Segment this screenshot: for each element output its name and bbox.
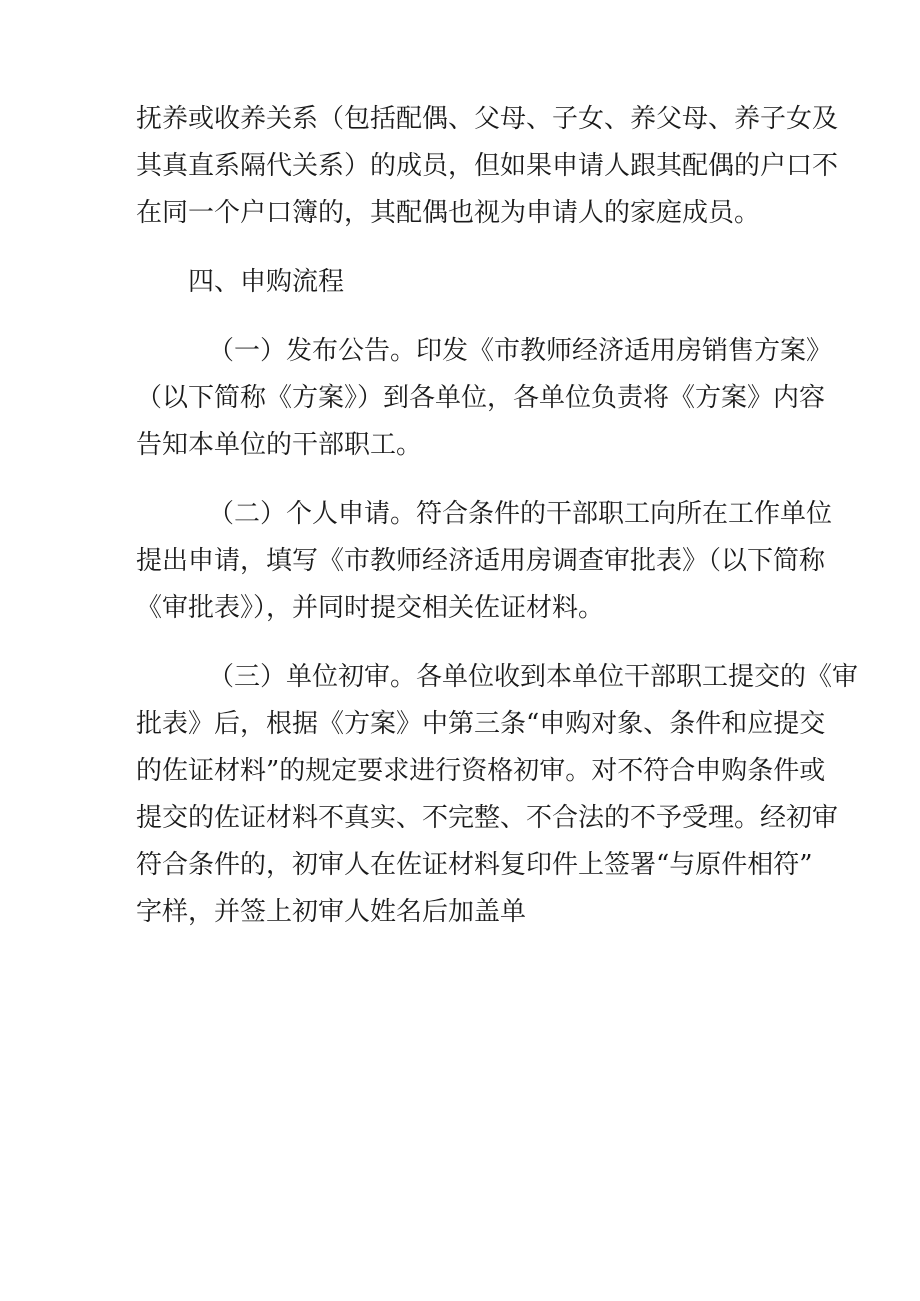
paragraph-line: 符合条件的，初审人在佐证材料复印件上签署“与原件相符” bbox=[136, 850, 813, 880]
paragraph-line: 提交的佐证材料不真实、不完整、不合法的不予受理。经初审 bbox=[136, 803, 839, 833]
paragraph-line: （以下简称《方案》）到各单位，各单位负责将《方案》内容 bbox=[136, 383, 826, 413]
paragraph-line: 在同一个户口簿的，其配偶也视为申请人的家庭成员。 bbox=[136, 198, 761, 228]
paragraph-line: 的佐证材料”的规定要求进行资格初审。对不符合申购条件或 bbox=[136, 756, 826, 786]
paragraph-announcement bbox=[136, 328, 833, 469]
paragraph-line: （二）个人申请。符合条件的干部职工向所在工作单位 bbox=[208, 499, 833, 529]
paragraph-line: 提出申请，填写《市教师经济适用房调查审批表》（以下简称 bbox=[136, 546, 826, 576]
paragraph-line: 抚养或收养关系（包括配偶、父母、子女、养父母、养子女及 bbox=[136, 104, 839, 134]
paragraph-application bbox=[136, 491, 833, 632]
paragraph-line: （一）发布公告。印发《市教师经济适用房销售方案》 bbox=[208, 336, 833, 366]
continuation-paragraph bbox=[136, 96, 839, 237]
paragraph-line: 告知本单位的干部职工。 bbox=[136, 430, 423, 460]
document-body bbox=[136, 96, 859, 936]
paragraph-line: 《审批表》），并同时提交相关佐证材料。 bbox=[136, 593, 605, 623]
paragraph-line: （三）单位初审。各单位收到本单位干部职工提交的《审 bbox=[208, 662, 859, 692]
section-heading: 四、申购流程 bbox=[188, 267, 345, 297]
paragraph-line: 其真直系隔代关系）的成员，但如果申请人跟其配偶的户口不 bbox=[136, 151, 839, 181]
paragraph-line: 批表》后，根据《方案》中第三条“申购对象、条件和应提交 bbox=[136, 709, 826, 739]
paragraph-line: 字样，并签上初审人姓名后加盖单 bbox=[136, 897, 527, 927]
paragraph-initial-review bbox=[136, 654, 859, 936]
